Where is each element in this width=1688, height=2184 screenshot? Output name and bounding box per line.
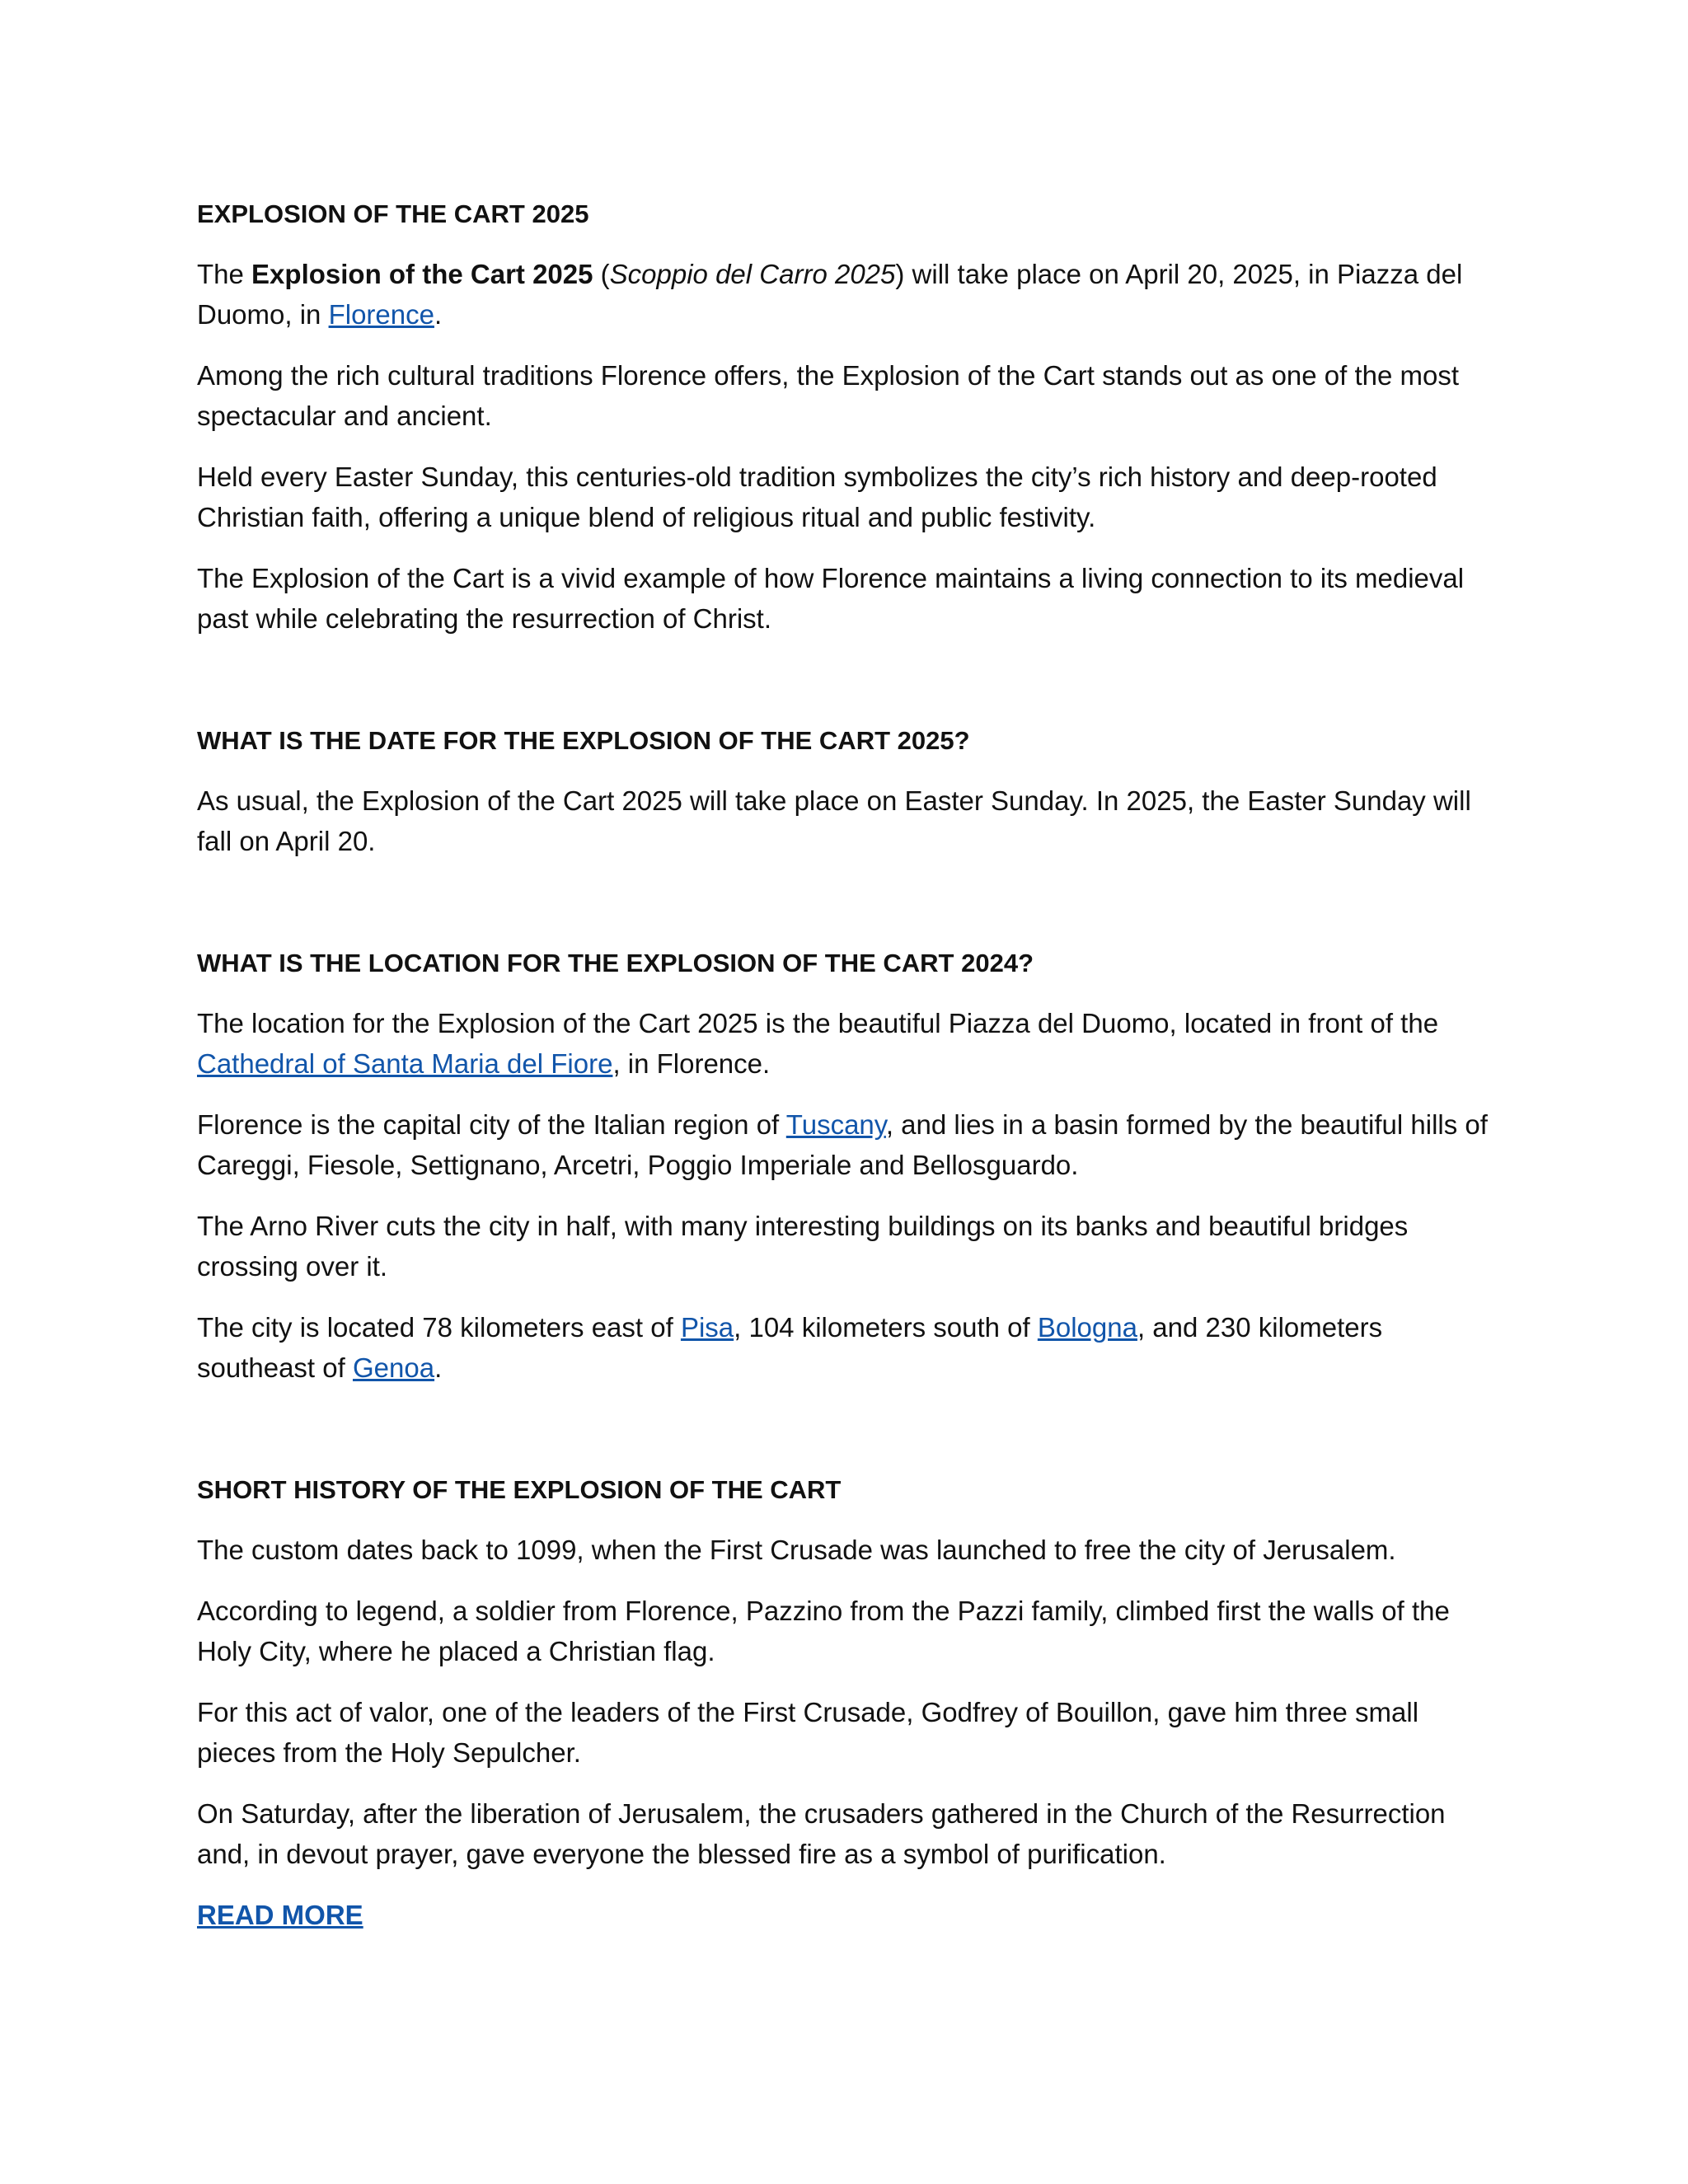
medieval-past-paragraph: The Explosion of the Cart is a vivid example of how Florence maintains a living connection to its medieval past while celebrating the resurrection of Christ. [197, 563, 1465, 634]
distances-text-end: . [434, 1352, 443, 1383]
arno-river-paragraph: The Arno River cuts the city in half, with many interesting buildings on its banks and beautiful bridges crossing over it. [197, 1211, 1409, 1282]
date-paragraph: As usual, the Explosion of the Cart 2025 will take place on Easter Sunday. In 2025, the Easter Sunday will fall on April 20. [197, 785, 1471, 856]
traditions-paragraph: Among the rich cultural traditions Florence offers, the Explosion of the Cart stands out as one of the most spectacular and ancient. [197, 360, 1460, 431]
tuscany-text-pre: Florence is the capital city of the Italian region of [197, 1109, 786, 1140]
intro-text-post: ) will take place on April 20, 2025, in Piazza del Duomo, in [197, 259, 1463, 330]
heading-short-history: SHORT HISTORY OF THE EXPLOSION OF THE CART [197, 1475, 842, 1504]
intro-italic-title: Scoppio del Carro 2025 [609, 259, 896, 289]
distances-text-pre: The city is located 78 kilometers east of [197, 1312, 681, 1343]
section-spacer [197, 1408, 1499, 1470]
tuscany-link[interactable]: Tuscany [785, 1109, 886, 1140]
easter-sunday-paragraph: Held every Easter Sunday, this centuries-old tradition symbolizes the city’s rich history and deep-rooted Christian faith, offering a unique blend of religious ritual and public festivity. [197, 462, 1437, 532]
godfrey-paragraph: For this act of valor, one of the leaders of the First Crusade, Godfrey of Bouillon, gave him three small pieces from the Holy Sepulcher. [197, 1697, 1419, 1768]
tuscany-paragraph [197, 1104, 1499, 1185]
heading-explosion-of-the-cart: EXPLOSION OF THE CART 2025 [197, 199, 589, 228]
distances-paragraph [197, 1307, 1499, 1388]
intro-text-end: . [434, 299, 443, 330]
heading-location: WHAT IS THE LOCATION FOR THE EXPLOSION OF THE CART 2024? [197, 949, 1034, 977]
heading-date: WHAT IS THE DATE FOR THE EXPLOSION OF THE CART 2025? [197, 726, 970, 755]
blessed-fire-paragraph: On Saturday, after the liberation of Jerusalem, the crusaders gathered in the Church of the Resurrection and, in devout prayer, gave everyone the blessed fire as a symbol of purification. [197, 1798, 1446, 1869]
cathedral-link[interactable]: Cathedral of Santa Maria del Fiore [197, 1048, 613, 1079]
document-page [197, 194, 1499, 1935]
distances-text-mid1: , 104 kilometers south of [734, 1312, 1038, 1343]
tuscany-text-post: , and lies in a basin formed by the beautiful hills of Careggi, Fiesole, Settignano, Arcetri, Poggio Imperiale and Bellosguardo. [197, 1109, 1488, 1180]
first-crusade-paragraph: The custom dates back to 1099, when the First Crusade was launched to free the city of Jerusalem. [197, 1535, 1396, 1565]
intro-bold-title: Explosion of the Cart 2025 [251, 259, 593, 289]
pazzino-legend-paragraph: According to legend, a soldier from Florence, Pazzino from the Pazzi family, climbed first the walls of the Holy City, where he placed a Christian flag. [197, 1596, 1450, 1666]
section-spacer [197, 659, 1499, 721]
location-text-post: , in Florence. [612, 1048, 771, 1079]
intro-text-pre: The [197, 259, 252, 289]
distances-text-mid2: , and 230 kilometers southeast of [197, 1312, 1383, 1383]
location-paragraph [197, 1003, 1499, 1084]
genoa-link[interactable]: Genoa [352, 1352, 435, 1383]
intro-paragraph [197, 254, 1499, 335]
pisa-link[interactable]: Pisa [680, 1312, 734, 1343]
florence-link[interactable]: Florence [328, 299, 434, 330]
location-text-pre: The location for the Explosion of the Cart 2025 is the beautiful Piazza del Duomo, located in front of the [197, 1008, 1439, 1038]
read-more-link[interactable]: READ MORE [197, 1900, 363, 1930]
intro-text-mid: ( [593, 259, 610, 289]
bologna-link[interactable]: Bologna [1037, 1312, 1137, 1343]
section-spacer [197, 882, 1499, 944]
